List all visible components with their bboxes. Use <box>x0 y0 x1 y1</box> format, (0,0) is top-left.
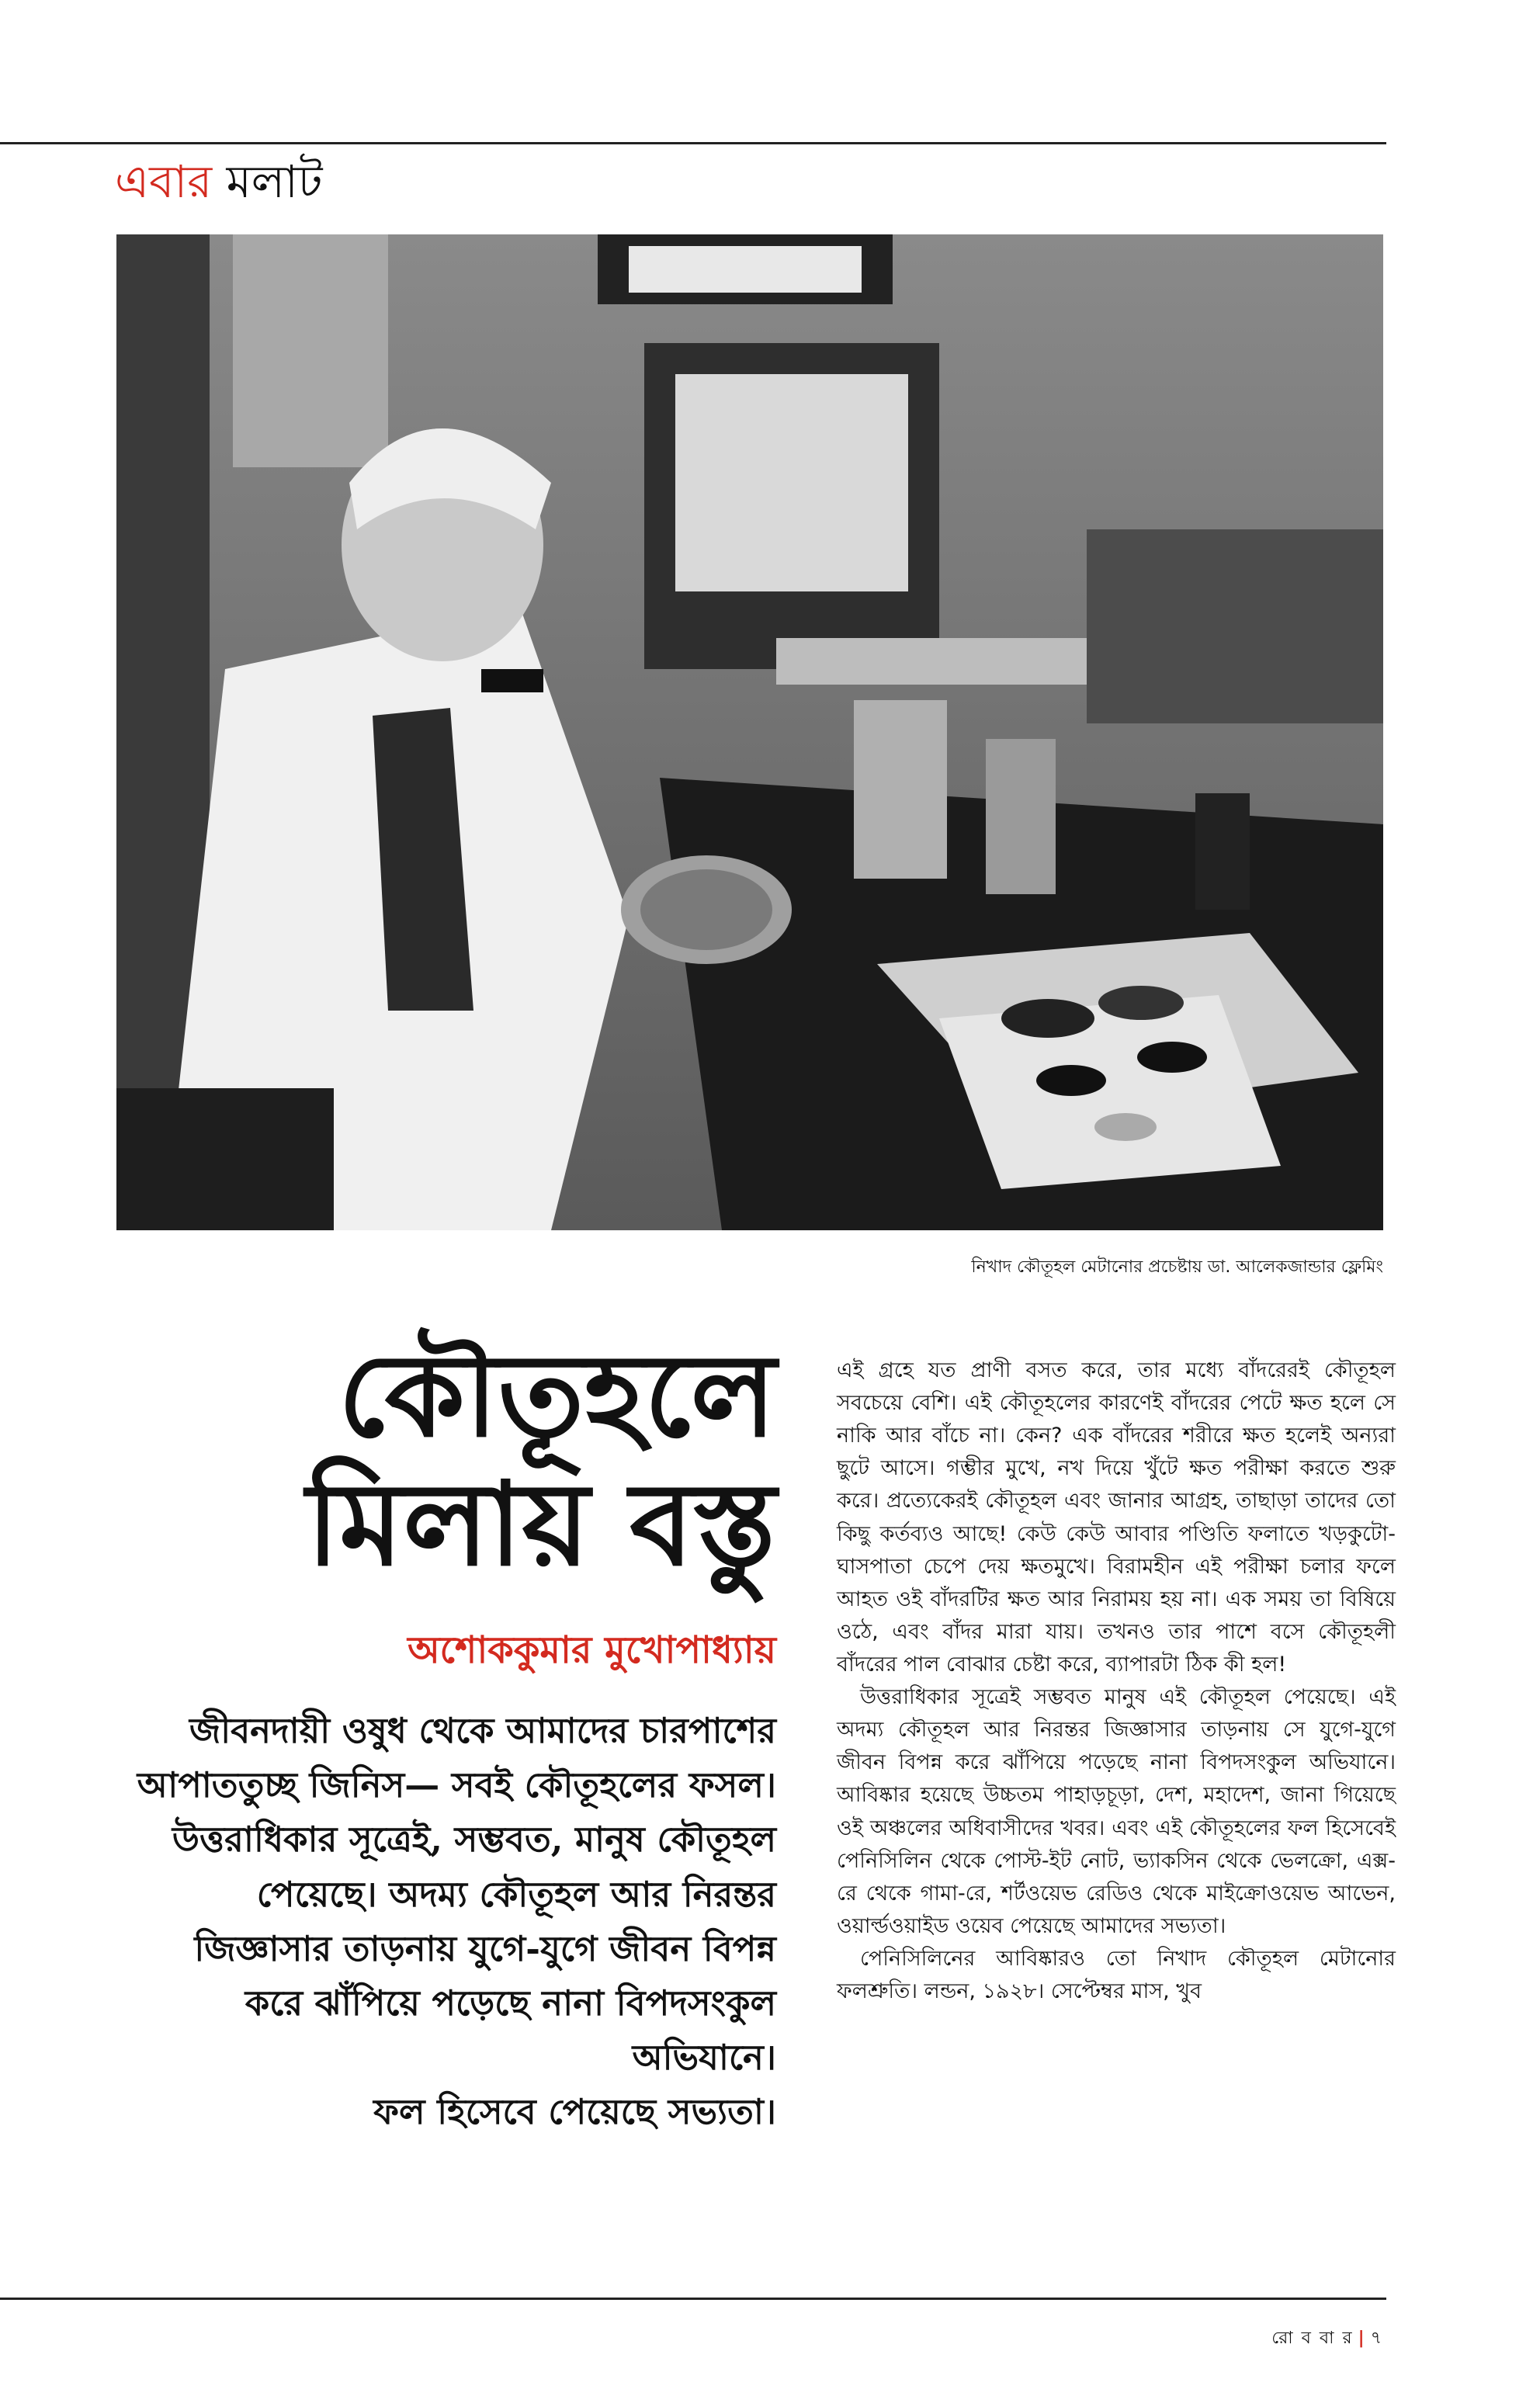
bottom-rule <box>0 2298 1386 2300</box>
top-rule <box>0 142 1386 144</box>
body-paragraph-2: উত্তরাধিকার সূত্রেই সম্ভবত মানুষ এই কৌতূহল পেয়েছে। এই অদম্য কৌতূহল আর নিরন্তর জিজ্ঞাসার তাড়নায় সে যুগে-যুগে জীবন বিপন্ন করে ঝাঁপিয়ে পড়েছে নানা বিপদসংকুল অভিযানে। আবিষ্কার হয়েছে উচ্চতম পাহাড়চূড়া, দেশ, মহাদেশ, জানা গিয়েছে ওই অঞ্চলের অধিবাসীদের খবর। এবং এই কৌতূহলের ফল হিসেবেই পেনিসিলিন থেকে পোস্ট-ইট নোট, ভ্যাকসিন থেকে ভেলক্রো, এক্স-রে থেকে গামা-রে, শর্টওয়েভ রেডিও থেকে মাইক্রোওয়েভ আভেন, ওয়ার্ল্ডওয়াইড ওয়েব পেয়েছে আমাদের সভ্যতা। <box>837 1685 1396 1938</box>
author-byline: অশোককুমার মুখোপাধ্যায় <box>408 1628 776 1672</box>
section-label-accent: এবার <box>115 155 213 208</box>
body-paragraph-3: পেনিসিলিনের আবিষ্কারও তো নিখাদ কৌতূহল মেটানোর ফলশ্রুতি। লন্ডন, ১৯২৮। সেপ্টেম্বর মাস, খুব <box>837 1946 1396 2004</box>
footer-separator: | <box>1358 2329 1366 2348</box>
section-label <box>115 155 323 208</box>
page-footer <box>1271 2325 1383 2353</box>
article-title <box>295 1327 776 1591</box>
body-paragraph-1: এই গ্রহে যত প্রাণী বসত করে, তার মধ্যে বাঁদরেরই কৌতূহল সবচেয়ে বেশি। এই কৌতূহলের কারণেই বাঁদরের পেটে ক্ষত হলে সে নাকি আর বাঁচে না। কেন? এক বাঁদরের শরীরে ক্ষত হলেই অন্যরা ছুটে আসে। গম্ভীর মুখে, নখ দিয়ে খুঁটে ক্ষত পরীক্ষা করতে শুরু করে। প্রত্যেকেরই কৌতূহল এবং জানার আগ্রহ, তাছাড়া তাদের তো কিছু কর্তব্যও আছে! কেউ কেউ আবার পণ্ডিতি ফলাতে খড়কুটো-ঘাসপাতা চেপে দেয় ক্ষতমুখে। বিরামহীন এই পরীক্ষা চলার ফলে আহত ওই বাঁদরটির ক্ষত আর নিরাময় হয় না। এক সময় তা বিষিয়ে ওঠে, এবং বাঁদর মারা যায়। তখনও তার পাশে বসে কৌতূহলী বাঁদরের পাল বোঝার চেষ্টা করে, ব্যাপারটা ঠিক কী হল! <box>837 1358 1396 1677</box>
photo-caption: নিখাদ কৌতূহল মেটানোর প্রচেষ্টায় ডা. আলেকজান্ডার ফ্লেমিং <box>971 1257 1383 1277</box>
lab-photo-illustration <box>116 234 1383 1230</box>
title-line-1: কৌতূহলে <box>338 1327 776 1462</box>
page-number: ৭ <box>1370 2329 1383 2348</box>
standfirst-text: জীবনদায়ী ওষুধ থেকে আমাদের চারপাশের আপাততুচ্ছ জিনিস— সবই কৌতূহলের ফসল। উত্তরাধিকার সূত্রেই, সম্ভবত, মানুষ কৌতূহল পেয়েছে। অদম্য কৌতূহল আর নিরন্তর জিজ্ঞাসার তাড়নায় যুগে-যুগে জীবন বিপন্ন করে ঝাঁপিয়ে পড়েছে নানা বিপদসংকুল অভিযানে। <box>137 1710 776 2079</box>
standfirst-last-line: ফল হিসেবে পেয়েছে সভ্যতা। <box>373 2091 776 2133</box>
lead-photo <box>116 234 1383 1230</box>
magazine-name: রো ব বা র <box>1271 2329 1354 2348</box>
body-column <box>837 1354 1396 2008</box>
title-line-2: মিলায় বস্তু <box>306 1455 776 1591</box>
section-label-main: মলাট <box>226 155 323 208</box>
standfirst <box>132 1704 776 2140</box>
